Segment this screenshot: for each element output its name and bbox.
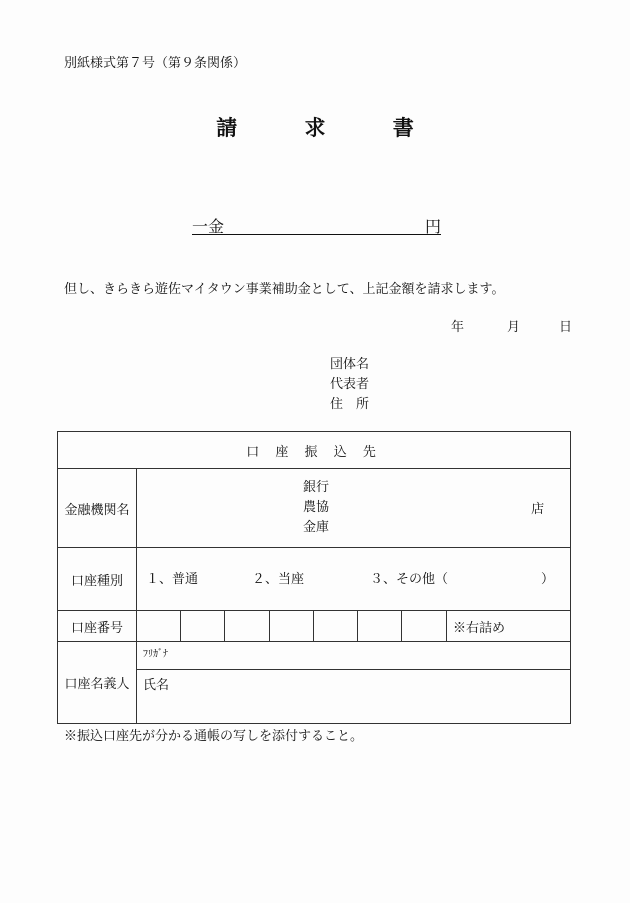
furigana-field[interactable]: ﾌﾘｶﾞﾅ	[137, 642, 571, 670]
amount-line	[192, 214, 441, 235]
account-digit-7[interactable]	[402, 611, 447, 642]
date-month-label: 月	[507, 320, 521, 335]
institution-type-ja: 農協	[303, 500, 330, 515]
institution-field[interactable]	[137, 469, 571, 548]
amount-suffix: 円	[424, 217, 441, 236]
group-name-label: 団体名	[330, 357, 370, 372]
account-type-other-close: ）	[541, 572, 555, 587]
institution-types	[303, 478, 329, 538]
request-statement: 但し、きらきら遊佐マイタウン事業補助金として、上記金額を請求します。	[64, 282, 505, 297]
institution-type-bank: 銀行	[303, 480, 330, 495]
bank-transfer-table	[57, 431, 571, 724]
representative-label: 代表者	[330, 377, 370, 392]
date-day-label: 日	[559, 320, 573, 335]
right-align-note: ※右詰め	[447, 611, 571, 642]
amount-prefix: 一金	[192, 217, 225, 236]
branch-label: 店	[531, 502, 545, 517]
account-type-ordinary[interactable]: １、普通	[146, 572, 199, 587]
holder-name-field[interactable]: 氏名	[137, 670, 571, 724]
address-label: 住所	[330, 397, 383, 412]
account-digit-4[interactable]	[270, 611, 314, 642]
bank-table-title: 口 座 振 込 先	[58, 432, 571, 469]
institution-label: 金融機関名	[58, 469, 137, 548]
account-type-other[interactable]: ３、その他（	[370, 572, 449, 587]
account-digit-3[interactable]	[225, 611, 270, 642]
account-type-current[interactable]: ２、当座	[252, 572, 305, 587]
account-digit-6[interactable]	[358, 611, 402, 642]
account-type-label: 口座種別	[58, 548, 137, 611]
account-type-field[interactable]	[137, 548, 571, 611]
form-number: 別紙様式第７号（第９条関係）	[64, 56, 247, 71]
document-title: 請 求 書	[216, 115, 444, 140]
account-digit-2[interactable]	[181, 611, 225, 642]
account-number-label: 口座番号	[58, 611, 137, 642]
account-digit-5[interactable]	[314, 611, 358, 642]
date-year-label: 年	[451, 320, 465, 335]
account-holder-label: 口座名義人	[58, 642, 137, 724]
account-digit-1[interactable]	[137, 611, 181, 642]
institution-type-shinkin: 金庫	[303, 520, 330, 535]
footnote: ※振込口座先が分かる通帳の写しを添付すること。	[64, 729, 364, 744]
